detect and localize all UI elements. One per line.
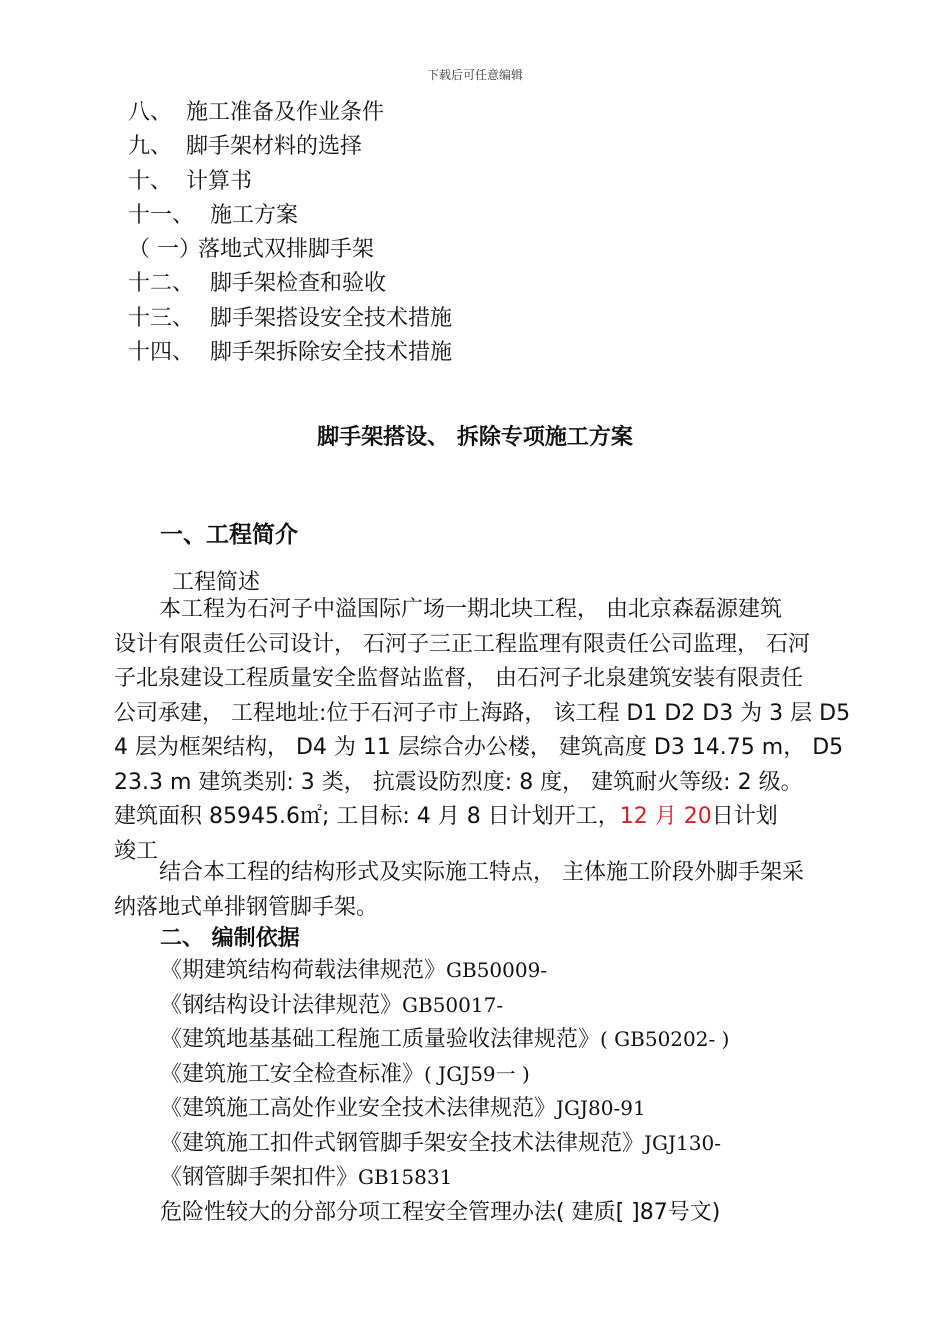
paragraph-line: [114, 800, 838, 835]
paragraph-line: 纳落地式单排钢管脚手架。: [114, 894, 379, 920]
paragraph-line: 子北泉建设工程质量安全监督站监督， 由石河子北泉建筑安装有限责任: [114, 666, 803, 691]
subsection-heading: 工程简述: [172, 570, 261, 595]
toc-number: 十二、: [128, 271, 195, 297]
reference-item: [160, 1160, 729, 1195]
document-title: 脚手架搭设、 拆除专项施工方案: [317, 425, 633, 450]
paragraph-line: 公司承建， 工程地址:位于石河子市上海路， 该工程 D1 D2 D3 为 3 层 D5: [114, 700, 851, 726]
scaffold-type-paragraph: [114, 856, 838, 925]
reference-item: [160, 1195, 729, 1230]
toc-item: [128, 302, 452, 336]
section-heading-basis: 二、 编制依据: [160, 926, 300, 951]
reference-code: GB15831: [358, 1165, 453, 1189]
paragraph-line: 结合本工程的结构形式及实际施工特点， 主体施工阶段外脚手架采: [159, 860, 804, 885]
section-heading-overview: 一、工程简介: [160, 522, 298, 548]
toc-number: 八、: [128, 100, 173, 125]
toc-number: （ 一）: [128, 237, 201, 263]
toc-label: 施工准备及作业条件: [186, 100, 385, 125]
reference-item: [160, 1091, 729, 1126]
reference-title: 《建筑地基基础工程施工质量验收法律规范》: [160, 1027, 601, 1052]
project-description-paragraph: [114, 593, 851, 869]
reference-item: [160, 988, 729, 1023]
reference-title: 《期建筑结构荷载法律规范》: [160, 958, 447, 983]
table-of-contents: [128, 96, 452, 370]
toc-number: 十四、: [128, 340, 195, 366]
toc-label: 计算书: [186, 168, 253, 194]
reference-title: 危险性较大的分部分项工程安全管理办法( 建质[ ]87号文): [160, 1199, 721, 1225]
toc-item: [128, 233, 452, 267]
toc-number: 十、: [128, 168, 173, 194]
toc-label: 落地式双排脚手架: [198, 237, 375, 263]
paragraph-line: 竣工: [114, 838, 159, 864]
line-text: 日计划: [711, 804, 778, 829]
reference-title: 《钢管脚手架扣件》: [160, 1165, 359, 1190]
reference-title: 《钢结构设计法律规范》: [160, 992, 403, 1018]
reference-list: [160, 953, 729, 1229]
highlighted-date: 12 月 20: [619, 804, 712, 829]
toc-item: [128, 96, 452, 130]
reference-code: ( JGJ59一 ): [424, 1061, 530, 1086]
reference-code: JGJ130-: [644, 1130, 721, 1155]
toc-number: 十三、: [128, 305, 195, 331]
toc-label: 脚手架材料的选择: [186, 134, 363, 160]
reference-title: 《建筑施工扣件式钢管脚手架安全技术法律规范》: [160, 1130, 645, 1156]
reference-code: JGJ80-91: [556, 1096, 646, 1120]
toc-item: [128, 165, 452, 199]
reference-item: [160, 1022, 729, 1057]
toc-item: [128, 130, 452, 164]
paragraph-line: 23.3 m 建筑类别: 3 类， 抗震设防烈度: 8 度， 建筑耐火等级: 2 级。: [114, 769, 803, 795]
toc-number: 九、: [128, 134, 173, 160]
toc-label: 施工方案: [210, 202, 299, 228]
toc-label: 脚手架检查和验收: [210, 271, 387, 297]
paragraph-line: 本工程为石河子中溢国际广场一期北块工程， 由北京森磊源建筑: [159, 597, 782, 622]
reference-item: [160, 953, 729, 988]
reference-title: 《建筑施工高处作业安全技术法律规范》: [160, 1096, 557, 1121]
line-text: 建筑面积 85945.6㎡; 工目标: 4 月 8 日计划开工，: [114, 804, 620, 829]
toc-item: [128, 199, 452, 233]
reference-item: [160, 1057, 729, 1092]
paragraph-line: 设计有限责任公司设计， 石河子三正工程监理有限责任公司监理， 石河: [114, 631, 810, 657]
toc-label: 脚手架拆除安全技术措施: [210, 340, 453, 366]
paragraph-line: 4 层为框架结构， D4 为 11 层综合办公楼， 建筑高度 D3 14.75 m， D5: [114, 735, 844, 760]
toc-number: 十一、: [128, 202, 195, 228]
toc-item: [128, 267, 452, 301]
page-header: 下载后可任意编辑: [426, 68, 523, 82]
reference-code: GB50009-: [446, 958, 548, 982]
toc-item: [128, 336, 452, 370]
toc-label: 脚手架搭设安全技术措施: [210, 305, 453, 331]
reference-item: [160, 1126, 729, 1161]
reference-code: GB50017-: [402, 992, 504, 1017]
reference-code: ( GB50202- ): [600, 1027, 730, 1051]
reference-title: 《建筑施工安全检查标准》: [160, 1061, 425, 1087]
